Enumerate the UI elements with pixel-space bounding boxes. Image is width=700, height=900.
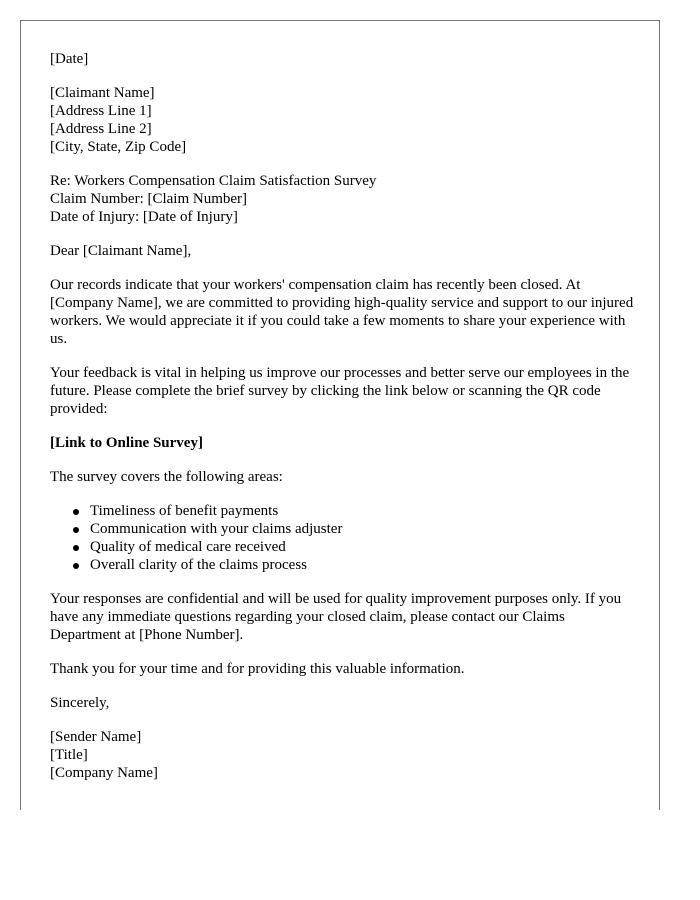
date-block — [50, 50, 638, 68]
list-item — [90, 556, 638, 574]
survey-link[interactable]: [Link to Online Survey] — [50, 435, 203, 451]
date-of-injury-line: Date of Injury: [Date of Injury] — [50, 209, 238, 225]
letter-body — [50, 50, 638, 798]
reference-block — [50, 172, 638, 226]
signature-block — [50, 728, 638, 782]
list-item-text: Communication with your claims adjuster — [90, 521, 343, 537]
survey-covers-paragraph: The survey covers the following areas: — [50, 469, 283, 485]
recipient-name: [Claimant Name] — [50, 85, 155, 101]
thanks-paragraph: Thank you for your time and for providing this valuable information. — [50, 661, 465, 677]
sender-company: [Company Name] — [50, 765, 158, 781]
salutation-text: Dear [Claimant Name], — [50, 243, 192, 259]
intro-paragraph: Our records indicate that your workers' compensation claim has recently been closed. At [Company Name], we are committed to providing high-quality service and support to our injured workers. We would appreciate it if you could take a few moments to share your experience with us. — [50, 277, 634, 347]
survey-areas-list — [50, 502, 638, 574]
letter-page — [20, 20, 660, 810]
recipient-city-state-zip: [City, State, Zip Code] — [50, 139, 187, 155]
list-item — [90, 502, 638, 520]
subject-line: Re: Workers Compensation Claim Satisfaction Survey — [50, 173, 377, 189]
recipient-address-line-1: [Address Line 1] — [50, 103, 152, 119]
bullet-icon — [73, 509, 79, 515]
sender-name: [Sender Name] — [50, 729, 142, 745]
feedback-paragraph: Your feedback is vital in helping us improve our processes and better serve our employees in the future. Please complete the brief survey by clicking the link below or scanning the QR code provided: — [50, 365, 630, 417]
list-item-text: Overall clarity of the claims process — [90, 557, 308, 573]
closing — [50, 694, 638, 712]
recipient-address — [50, 84, 638, 156]
list-item — [90, 520, 638, 538]
bullet-icon — [73, 527, 79, 533]
list-item-text: Timeliness of benefit payments — [90, 503, 279, 519]
salutation — [50, 242, 638, 260]
confidential-paragraph: Your responses are confidential and will be used for quality improvement purposes only. If you have any immediate questions regarding your closed claim, please contact our Claims Department at [Phone Number]. — [50, 591, 622, 643]
list-item-text: Quality of medical care received — [90, 539, 286, 555]
claim-number-line: Claim Number: [Claim Number] — [50, 191, 248, 207]
closing-text: Sincerely, — [50, 695, 110, 711]
recipient-address-line-2: [Address Line 2] — [50, 121, 152, 137]
bullet-icon — [73, 563, 79, 569]
sender-title: [Title] — [50, 747, 88, 763]
letter-date: [Date] — [50, 51, 89, 67]
bullet-icon — [73, 545, 79, 551]
list-item — [90, 538, 638, 556]
